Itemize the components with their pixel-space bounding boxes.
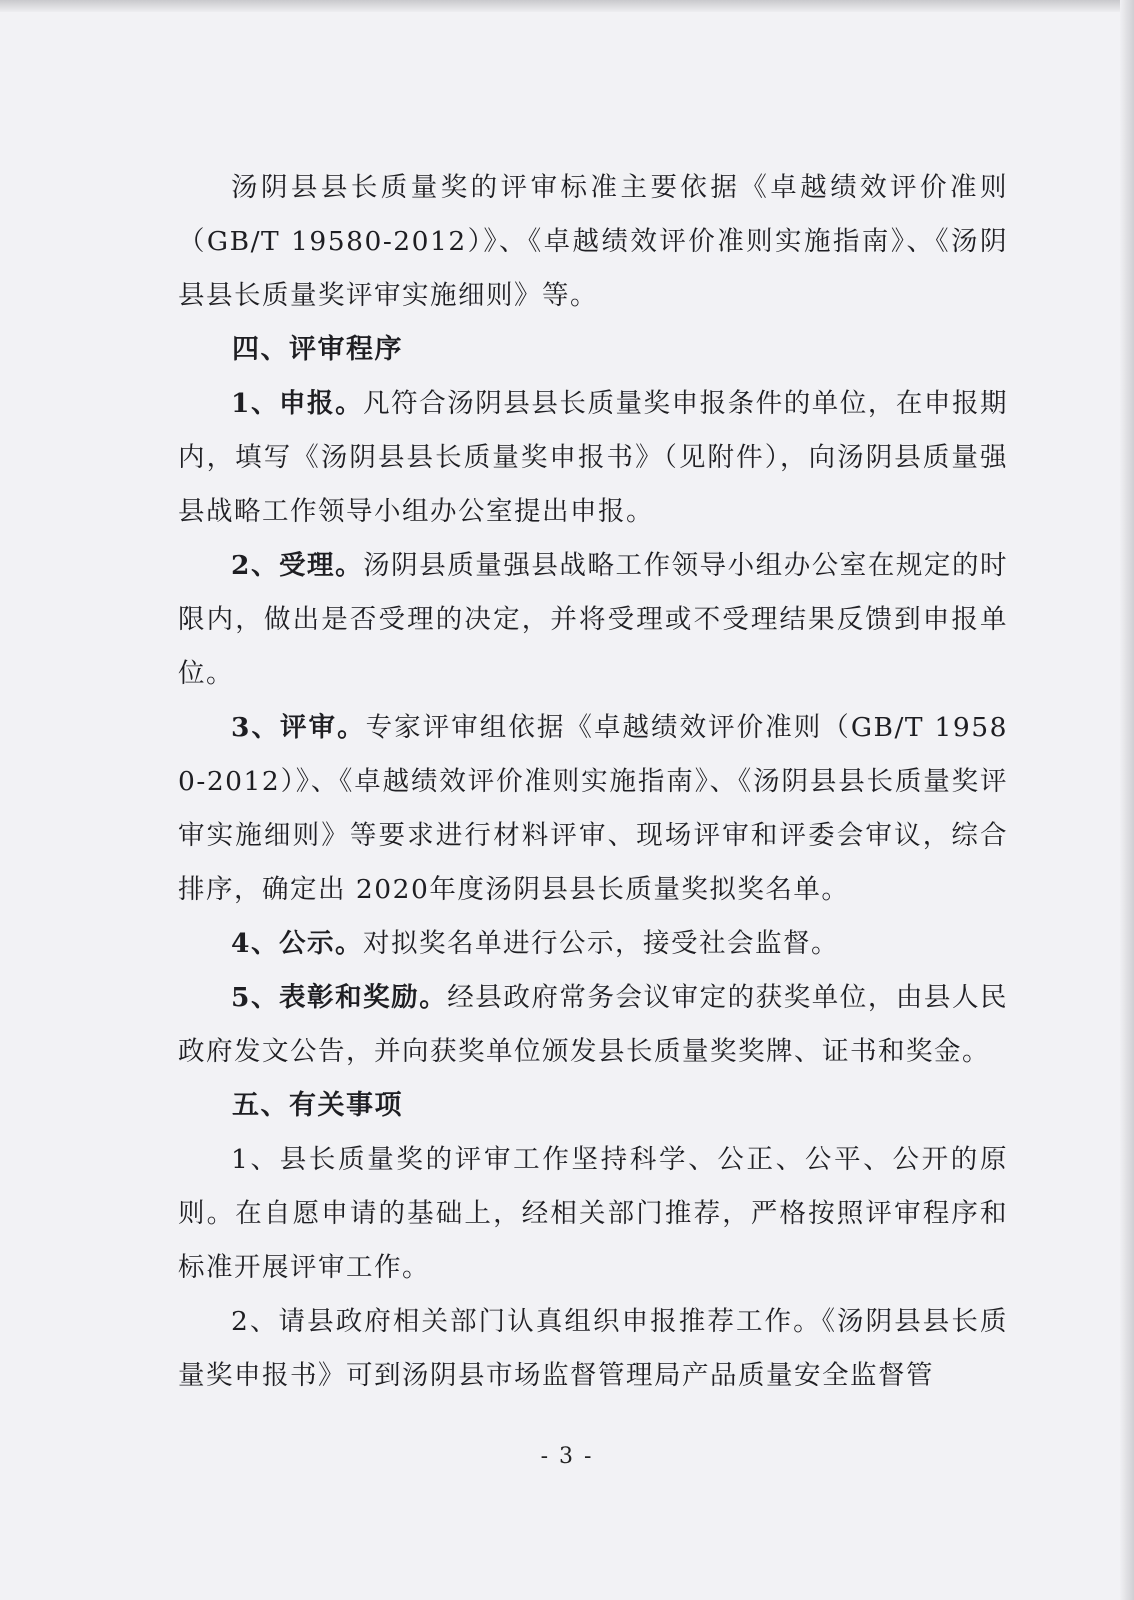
- scan-edge-top: [0, 0, 1134, 12]
- section-heading-review-procedure: 四、评审程序: [232, 334, 403, 365]
- step-lead: 1、申报。: [231, 388, 364, 419]
- paragraph-criteria: 汤阴县县长质量奖的评审标准主要依据《卓越绩效评价准则（GB/T 19580-2012）》、《卓越绩效评价准则实施指南》、《汤阴县县长质量奖评审实施细则》等。: [178, 172, 1008, 311]
- page-number: - 3 -: [540, 1444, 594, 1469]
- paragraph-step-review: 3、评审。专家评审组依据《卓越绩效评价准则（GB/T 19580-2012）》、《卓越绩效评价准则实施指南》、《汤阴县县长质量奖评审实施细则》等要求进行材料评审、现场评审和评委会审议，综合排序，确定出 2020年度汤阴县县长质量奖拟奖名单。: [178, 712, 1008, 905]
- scan-edge-right: [1120, 0, 1134, 1600]
- paragraph-matter-recommendation: 2、请县政府相关部门认真组织申报推荐工作。《汤阴县县长质量奖申报书》可到汤阴县市场监督管理局产品质量安全监督管: [178, 1306, 1008, 1391]
- paragraph-step-publicize: 4、公示。对拟奖名单进行公示，接受社会监督。: [231, 928, 839, 959]
- document-body: [178, 161, 1008, 1403]
- step-lead: 3、评审。: [231, 712, 366, 743]
- step-lead: 2、受理。: [231, 550, 364, 581]
- step-lead: 5、表彰和奖励。: [231, 982, 448, 1013]
- paragraph-matter-principles: 1、县长质量奖的评审工作坚持科学、公正、公平、公开的原则。在自愿申请的基础上，经相关部门推荐，严格按照评审程序和标准开展评审工作。: [178, 1144, 1008, 1283]
- paragraph-step-apply: 1、申报。凡符合汤阴县县长质量奖申报条件的单位，在申报期内，填写《汤阴县县长质量奖申报书》（见附件），向汤阴县质量强县战略工作领导小组办公室提出申报。: [178, 388, 1008, 527]
- step-lead: 4、公示。: [231, 928, 363, 959]
- section-heading-related-matters: 五、有关事项: [232, 1090, 403, 1121]
- paragraph-step-accept: 2、受理。汤阴县质量强县战略工作领导小组办公室在规定的时限内，做出是否受理的决定，并将受理或不受理结果反馈到申报单位。: [178, 550, 1008, 689]
- paragraph-step-award: 5、表彰和奖励。经县政府常务会议审定的获奖单位，由县人民政府发文公告，并向获奖单位颁发县长质量奖奖牌、证书和奖金。: [178, 982, 1008, 1067]
